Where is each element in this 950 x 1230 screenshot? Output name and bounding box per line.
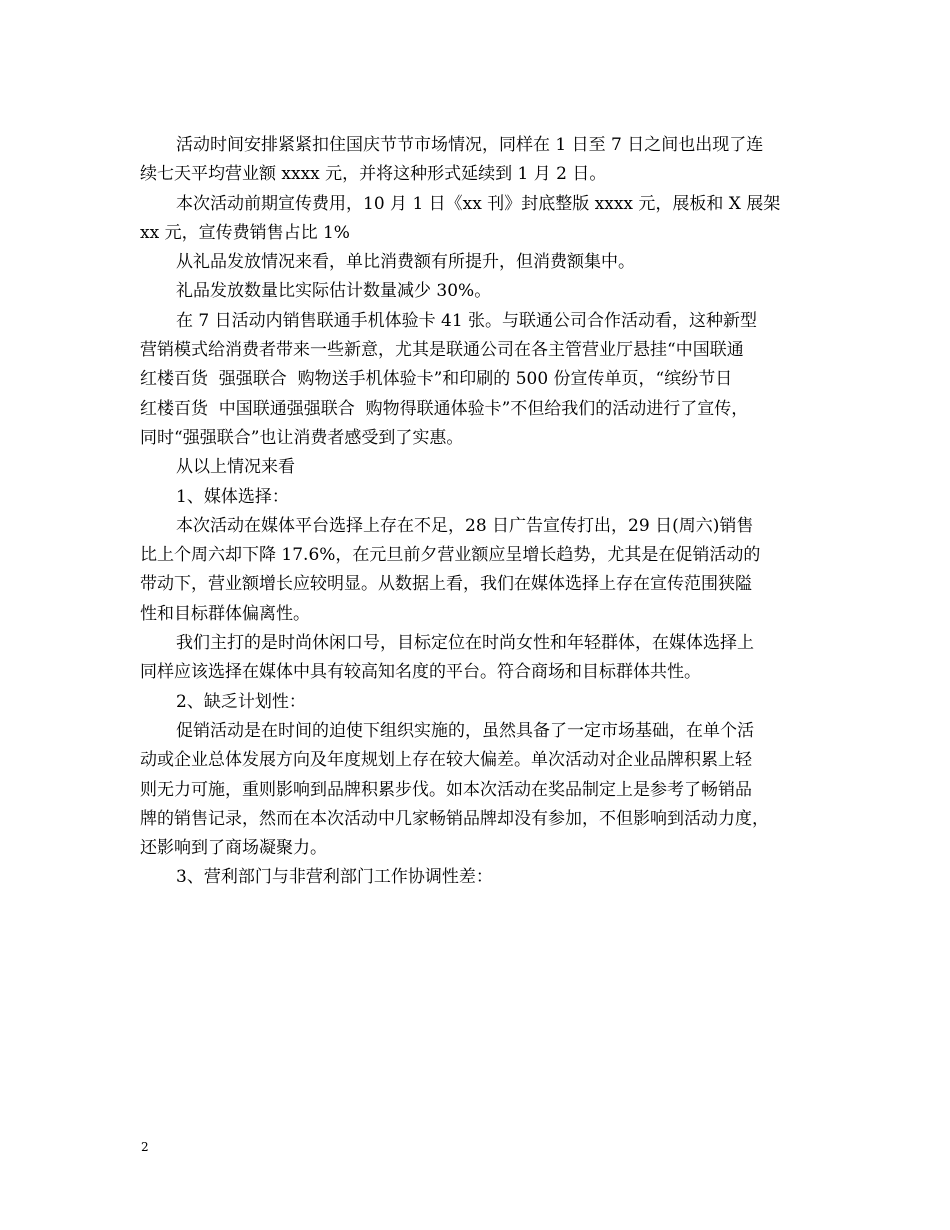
- paragraph-line: 牌的销售记录，然而在本次活动中几家畅销品牌却没有参加，不但影响到活动力度，: [140, 808, 769, 829]
- paragraph-line: xx 元，宣传费销售占比 1%: [140, 222, 350, 243]
- paragraph-line: 营销模式给消费者带来一些新意，尤其是联通公司在各主管营业厅悬挂“中国联通: [140, 340, 744, 361]
- paragraph-line: 同时“强强联合”也让消费者感受到了实惠。: [140, 427, 464, 448]
- paragraph-line: 动或企业总体发展方向及年度规划上存在较大偏差。单次活动对企业品牌积累上轻: [140, 750, 752, 771]
- paragraph-line: 续七天平均营业额 xxxx 元，并将这种形式延续到 1 月 2 日。: [140, 164, 607, 185]
- paragraph-line: 性和目标群体偏离性。: [140, 603, 310, 624]
- page-number: 2: [141, 1140, 149, 1154]
- paragraph-line: 从以上情况来看: [176, 457, 295, 478]
- section-heading: 3、营利部门与非营利部门工作协调性差：: [176, 867, 493, 888]
- paragraph-line: 本次活动前期宣传费用，10 月 1 日《xx 刊》封底整版 xxxx 元，展板和 X 展架: [176, 193, 781, 214]
- paragraph-line: 红楼百货 强强联合 购物送手机体验卡”和印刷的 500 份宣传单页，“缤纷节日: [140, 369, 733, 390]
- paragraph-line: 带动下，营业额增长应较明显。从数据上看，我们在媒体选择上存在宣传范围狭隘: [140, 574, 752, 595]
- paragraph-line: 从礼品发放情况来看，单比消费额有所提升，但消费额集中。: [176, 252, 635, 273]
- paragraph-line: 还影响到了商场凝聚力。: [140, 838, 327, 859]
- paragraph-line: 比上个周六却下降 17.6%，在元旦前夕营业额应呈增长趋势，尤其是在促销活动的: [140, 545, 761, 566]
- section-heading: 1、媒体选择：: [176, 486, 289, 507]
- paragraph-line: 红楼百货 中国联通强强联合 购物得联通体验卡”不但给我们的活动进行了宣传，: [140, 398, 749, 419]
- paragraph-line: 礼品发放数量比实际估计数量减少 30%。: [176, 281, 492, 302]
- paragraph-line: 本次活动在媒体平台选择上存在不足，28 日广告宣传打出，29 日(周六)销售: [176, 515, 754, 536]
- document-body: [140, 131, 830, 893]
- paragraph-line: 我们主打的是时尚休闲口号，目标定位在时尚女性和年轻群体，在媒体选择上: [176, 633, 754, 654]
- paragraph-line: 在 7 日活动内销售联通手机体验卡 41 张。与联通公司合作活动看，这种新型: [176, 310, 758, 331]
- paragraph-line: 促销活动是在时间的迫使下组织实施的，虽然具备了一定市场基础，在单个活: [176, 720, 754, 741]
- section-heading: 2、缺乏计划性：: [176, 691, 306, 712]
- paragraph-line: 活动时间安排紧紧扣住国庆节节市场情况，同样在 1 日至 7 日之间也出现了连: [176, 135, 764, 155]
- paragraph-line: 同样应该选择在媒体中具有较高知名度的平台。符合商场和目标群体共性。: [140, 662, 701, 683]
- paragraph-line: 则无力可施，重则影响到品牌积累步伐。如本次活动在奖品制定上是参考了畅销品: [140, 779, 752, 800]
